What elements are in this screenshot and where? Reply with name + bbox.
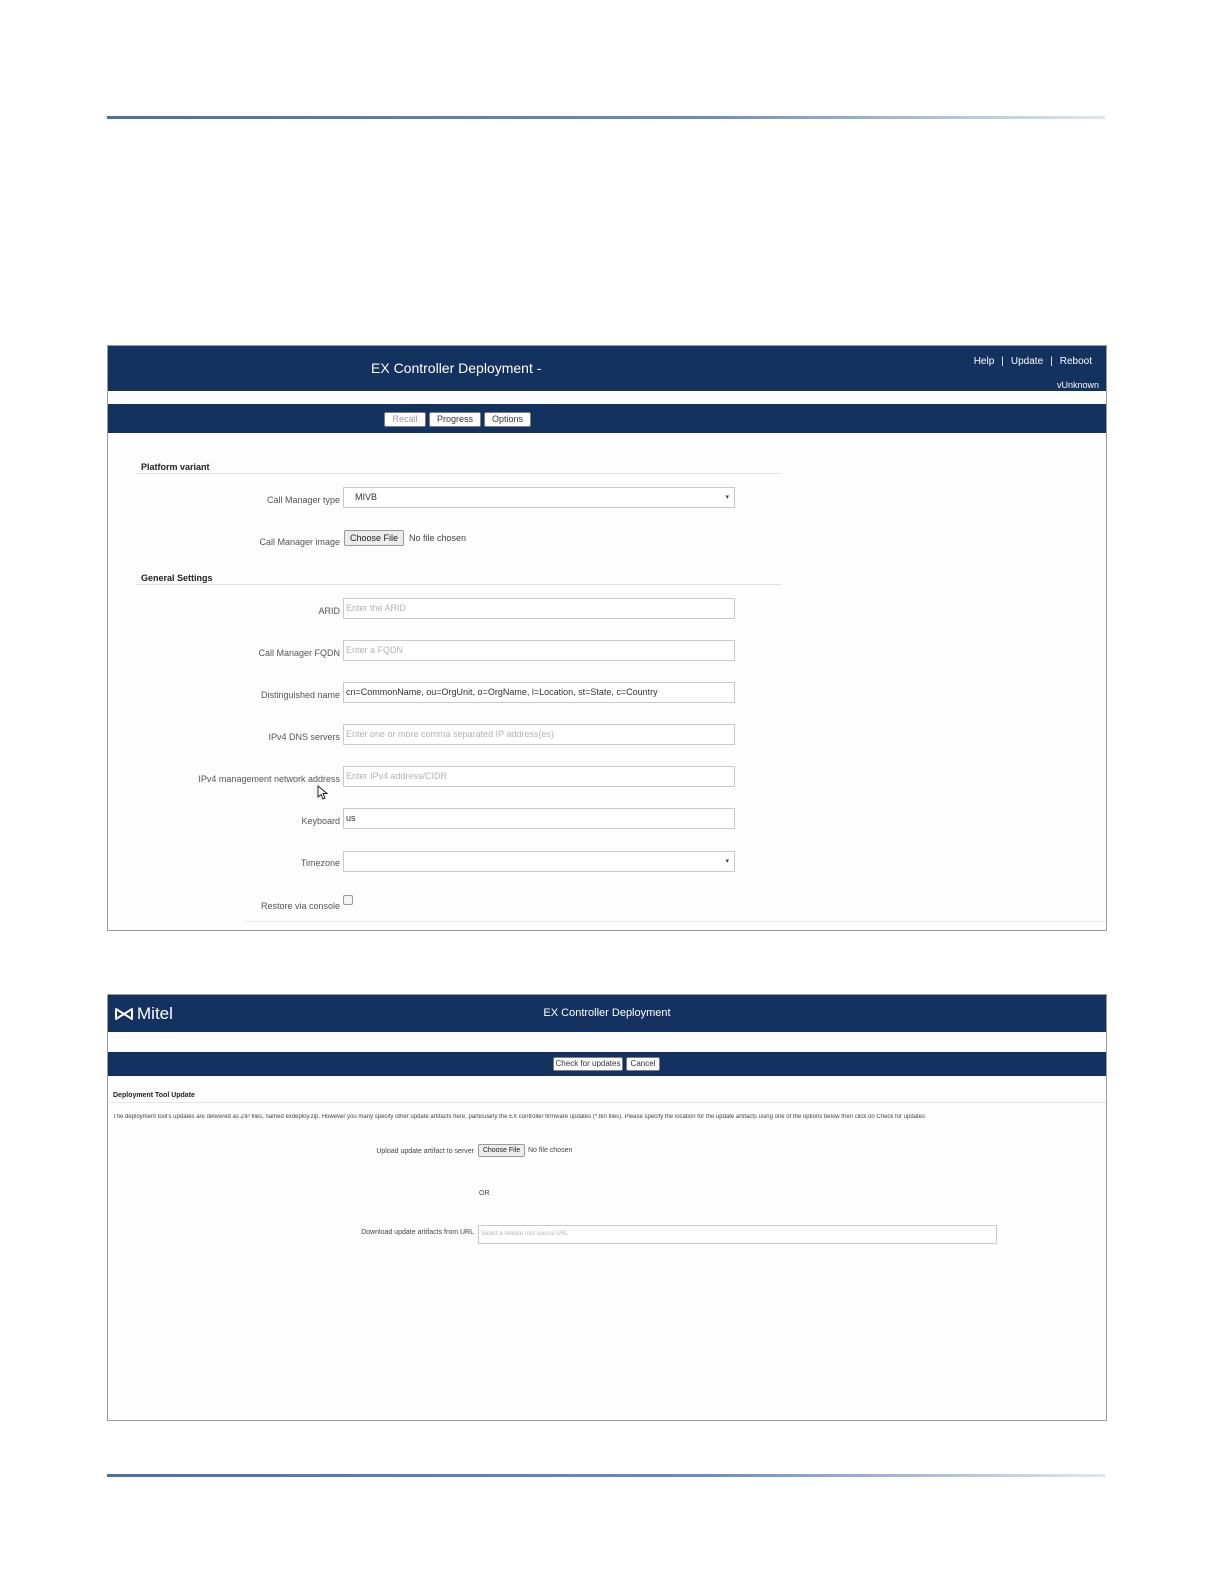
update-description: The deployment tool's updates are delivered as ZIP files, named exdeploy.zip. However you many specify other update artifacts here, particularly the EX controller firmware updates (*.bin files). Please specify the location for the update artifacts using one of the options below then click on Check for updates: [113, 1114, 926, 1120]
check-for-updates-button[interactable]: Check for updates: [553, 1057, 623, 1071]
chevron-down-icon: ▾: [725, 494, 729, 501]
upload-status: No file chosen: [528, 1147, 573, 1154]
arid-input[interactable]: Enter the ARID: [343, 598, 735, 619]
arid-label: ARID: [318, 606, 340, 616]
or-separator: OR: [479, 1190, 490, 1197]
keyboard-label: Keyboard: [301, 816, 340, 826]
distinguished-name-label: Distinguished name: [260, 690, 340, 700]
section-divider: [136, 584, 781, 585]
call-manager-type-select[interactable]: [343, 487, 735, 508]
management-address-input[interactable]: Enter IPv4 address/CIDR: [343, 766, 735, 787]
distinguished-name-input[interactable]: cn=CommonName, ou=OrgUnit, o=OrgName, l=Location, st=State, c=Country: [343, 682, 735, 703]
platform-section-title: Platform variant: [141, 462, 210, 472]
dns-servers-input[interactable]: Enter one or more comma separated IP address(es): [343, 724, 735, 745]
upload-choose-file-button[interactable]: Choose File: [478, 1144, 525, 1157]
dns-servers-label: IPv4 DNS servers: [268, 732, 340, 742]
download-url-input[interactable]: Select a remote root source URL: [478, 1225, 997, 1244]
nav-bar: [108, 404, 1106, 433]
call-manager-type-value: MIVB: [355, 492, 378, 502]
recall-button[interactable]: Recall: [384, 412, 426, 427]
management-address-label: IPv4 management network address: [198, 774, 340, 784]
link-separator: |: [1001, 356, 1004, 367]
link-separator: |: [1050, 356, 1053, 367]
section-divider: [136, 473, 781, 474]
cancel-button[interactable]: Cancel: [626, 1057, 660, 1071]
chevron-down-icon: ▾: [725, 858, 729, 865]
reboot-link[interactable]: Reboot: [1059, 356, 1092, 367]
options-button[interactable]: Options: [484, 412, 531, 427]
form-bottom-divider: [244, 921, 1106, 922]
update-section-title: Deployment Tool Update: [113, 1092, 195, 1099]
section-divider: [108, 1102, 1106, 1103]
deployment-screenshot: [107, 345, 1107, 931]
mouse-pointer-icon: [317, 785, 328, 800]
fqdn-input[interactable]: Enter a FQDN: [343, 640, 735, 661]
upload-artifact-label: Upload update artifact to server: [376, 1148, 474, 1155]
help-link[interactable]: Help: [973, 356, 995, 367]
version-label: vUnknown: [1056, 380, 1099, 390]
timezone-label: Timezone: [300, 858, 340, 868]
call-manager-image-choose-file-button[interactable]: Choose File: [344, 530, 404, 546]
page-title: EX Controller Deployment -: [371, 360, 542, 376]
fqdn-label: Call Manager FQDN: [258, 648, 340, 658]
update-screenshot: [107, 994, 1107, 1421]
restore-via-console-label: Restore via console: [260, 901, 340, 911]
restore-via-console-checkbox[interactable]: [343, 895, 353, 905]
general-section-title: General Settings: [141, 573, 213, 583]
call-manager-image-label: Call Manager image: [259, 537, 340, 547]
app-header: [108, 995, 1106, 1032]
call-manager-type-label: Call Manager type: [266, 495, 340, 505]
timezone-select[interactable]: [343, 851, 735, 872]
header-links: [974, 356, 1092, 367]
app-header: [108, 346, 1106, 391]
progress-button[interactable]: Progress: [429, 412, 481, 427]
page-top-rule: [107, 116, 1105, 119]
page-bottom-rule: [107, 1474, 1105, 1477]
download-url-label: Download update artifacts from URL: [361, 1229, 474, 1236]
keyboard-input[interactable]: us: [343, 808, 735, 829]
page-title: EX Controller Deployment: [543, 1007, 671, 1019]
call-manager-image-status: No file chosen: [409, 533, 467, 543]
logo-text: Mitel: [137, 1004, 173, 1023]
update-link[interactable]: Update: [1010, 356, 1044, 367]
